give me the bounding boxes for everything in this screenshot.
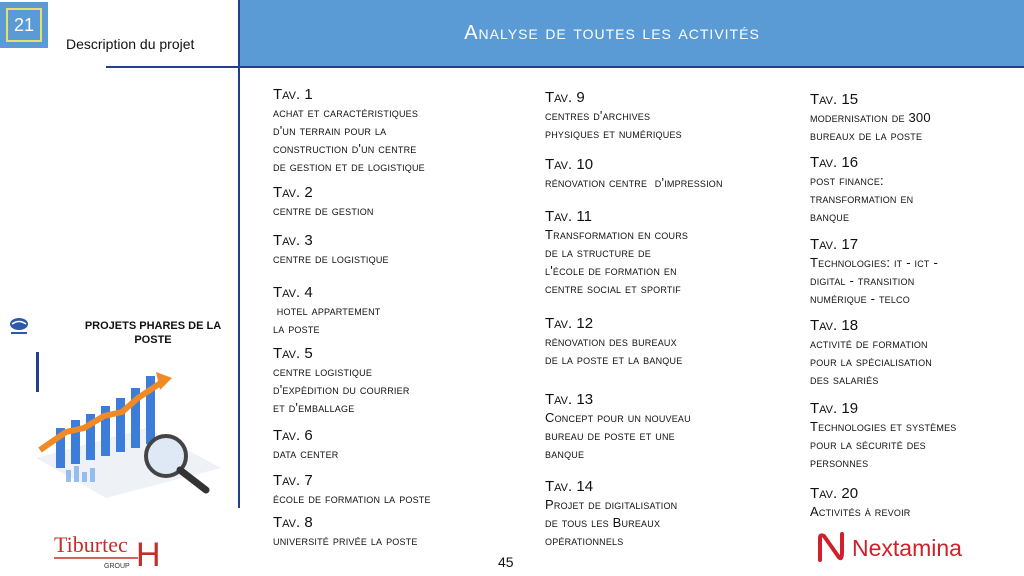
header-divider	[106, 66, 1024, 68]
activity-description-line: des salariés	[810, 372, 879, 387]
activity-description-line: Projet de digitalisation	[545, 497, 678, 512]
page-number: 21	[6, 8, 42, 42]
activity-item	[810, 236, 938, 308]
activity-description-line: de la structure de	[545, 245, 651, 260]
activity-number: Tav. 19	[810, 400, 859, 417]
activity-number: Tav. 7	[273, 472, 313, 489]
activity-description-line: centre de gestion	[273, 203, 374, 218]
activity-item	[273, 184, 374, 220]
activity-item	[273, 284, 381, 338]
activity-number: Tav. 1	[273, 86, 313, 103]
section-label: Description du projet	[66, 36, 195, 52]
activity-item	[273, 232, 389, 268]
activity-description-line: banque	[545, 446, 585, 461]
activity-item	[810, 154, 913, 226]
activity-description-line: Activités à revoir	[810, 504, 911, 519]
activity-description-line: Concept pour un nouveau	[545, 410, 691, 425]
activity-description-line: transformation en	[810, 191, 914, 206]
activity-number: Tav. 4	[273, 284, 313, 301]
tiburtech-logo-text: Tiburtec	[54, 532, 128, 557]
activity-description-line: d'expèdition du courrier	[273, 382, 410, 397]
activity-description-line: construction d'un centre	[273, 141, 417, 156]
activity-number: Tav. 10	[545, 156, 594, 173]
activity-description-line: centres d'archives	[545, 108, 651, 123]
activity-item	[810, 91, 931, 145]
activity-description-line: Technologies: it - ict -	[810, 255, 938, 270]
activity-description-line: rénovation des bureaux	[545, 334, 677, 349]
activity-description-line: physiques et numériques	[545, 126, 682, 141]
activity-number: Tav. 5	[273, 345, 313, 362]
activity-description-line: bureau de poste et une	[545, 428, 675, 443]
activity-description-line: pour la sécurité des	[810, 437, 926, 452]
activity-description-line: de gestion et de logistique	[273, 159, 425, 174]
tiburtech-logo-sub: GROUP	[104, 563, 130, 570]
activity-description-line: modernisation de 300	[810, 110, 931, 125]
slide-title	[240, 0, 1024, 67]
activity-item	[810, 400, 957, 472]
activity-number: Tav. 17	[810, 236, 859, 253]
footer-page-number: 45	[498, 554, 514, 570]
activity-item	[545, 391, 691, 463]
nextamina-logo	[816, 530, 986, 566]
activity-description-line: digital - transition	[810, 273, 915, 288]
activity-number: Tav. 3	[273, 232, 313, 249]
activity-description-line: de tous les Bureaux	[545, 515, 661, 530]
activity-item	[273, 472, 431, 508]
activity-description-line: et d'emballage	[273, 400, 355, 415]
activity-description-line: numérique - telco	[810, 291, 910, 306]
nextamina-logo-text: Nextamina	[852, 535, 962, 561]
activity-number: Tav. 8	[273, 514, 313, 531]
activity-item	[810, 317, 932, 389]
activity-number: Tav. 11	[545, 208, 592, 225]
activity-description-line: bureaux de la poste	[810, 128, 923, 143]
activity-item	[273, 86, 425, 176]
activity-item	[545, 156, 723, 192]
la-poste-logo-icon	[8, 316, 30, 336]
activity-description-line: personnes	[810, 455, 869, 470]
activity-description-line: centre social et sportif	[545, 281, 681, 296]
activity-item	[273, 345, 410, 417]
activity-description-line: Technologies et systèmes	[810, 419, 957, 434]
activity-item	[545, 89, 682, 143]
tiburtech-logo-h: H	[136, 536, 161, 572]
activity-item	[810, 485, 911, 521]
activity-number: Tav. 16	[810, 154, 859, 171]
activity-description-line: l'école de formation en	[545, 263, 677, 278]
growth-chart-illustration-icon	[26, 358, 226, 498]
activity-number: Tav. 18	[810, 317, 859, 334]
activity-description-line: Transformation en cours	[545, 227, 689, 242]
activity-description-line: d'un terrain pour la	[273, 123, 387, 138]
activity-item	[273, 514, 418, 550]
activity-description-line: université privée la poste	[273, 533, 418, 548]
activity-description-line: data center	[273, 446, 339, 461]
activity-description-line: opérationnels	[545, 533, 624, 548]
activity-number: Tav. 6	[273, 427, 313, 444]
activity-description-line: la poste	[273, 321, 320, 336]
sidebar-caption: PROJETS PHARES DE LA POSTE	[84, 320, 222, 346]
activity-description-line: rénovation centre d'impression	[545, 175, 723, 190]
activity-description-line: activité de formation	[810, 336, 928, 351]
activity-number: Tav. 13	[545, 391, 594, 408]
activity-description-line: achat et caractéristiques	[273, 105, 419, 120]
activity-number: Tav. 2	[273, 184, 313, 201]
activity-number: Tav. 20	[810, 485, 859, 502]
sidebar-divider	[238, 0, 240, 508]
activity-number: Tav. 12	[545, 315, 594, 332]
slide-title-text: Analyse de toutes les activités	[464, 22, 760, 44]
activity-item	[545, 478, 677, 550]
activity-description-line: centre de logistique	[273, 251, 389, 266]
activity-number: Tav. 9	[545, 89, 585, 106]
activity-number: Tav. 14	[545, 478, 594, 495]
activity-description-line: école de formation la poste	[273, 491, 431, 506]
activity-item	[273, 427, 338, 463]
activity-description-line: pour la spécialisation	[810, 354, 932, 369]
activity-description-line: banque	[810, 209, 850, 224]
tiburtech-logo	[52, 530, 162, 572]
activity-item	[545, 208, 688, 298]
activity-description-line: de la poste et la banque	[545, 352, 683, 367]
activity-item	[545, 315, 682, 369]
activity-description-line: centre logistique	[273, 364, 373, 379]
activity-number: Tav. 15	[810, 91, 859, 108]
activity-description-line: post finance:	[810, 173, 884, 188]
activity-description-line: hotel appartement	[273, 303, 381, 318]
